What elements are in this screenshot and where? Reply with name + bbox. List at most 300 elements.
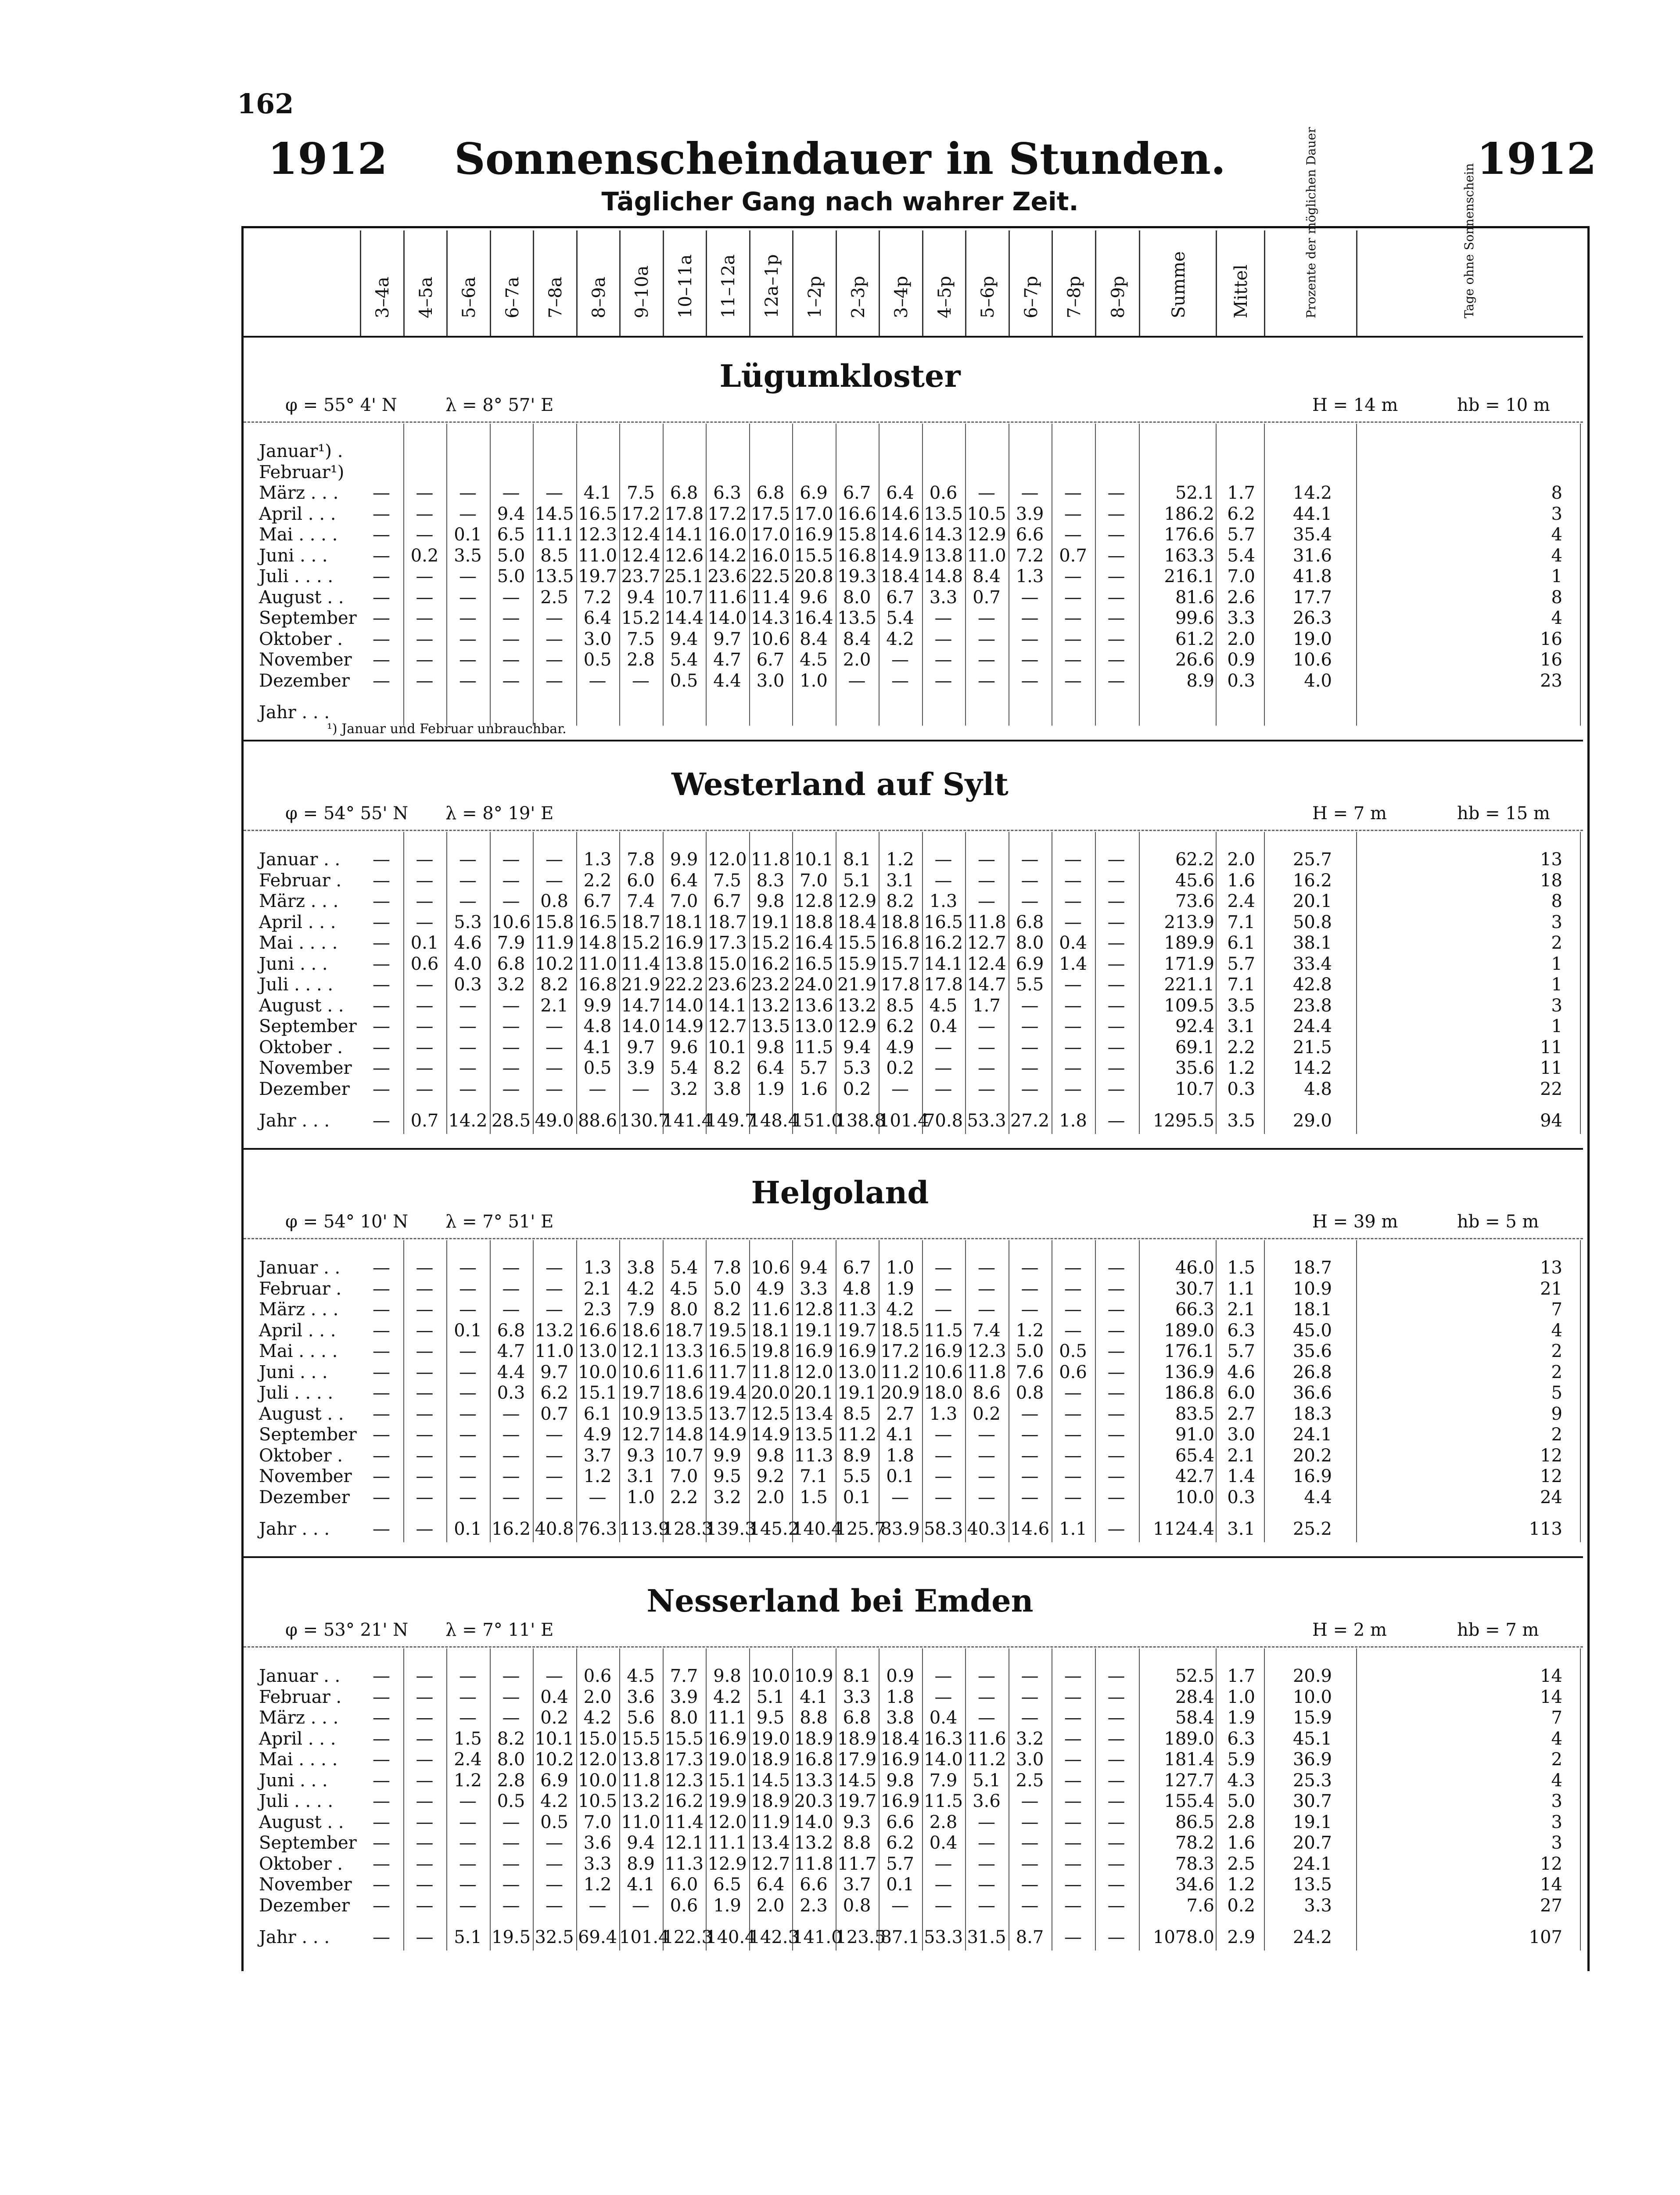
- table-cell: —: [934, 670, 952, 691]
- table-cell: 9.6: [800, 587, 828, 608]
- table-row: [244, 1466, 1583, 1487]
- table-cell: 3.8: [627, 1258, 655, 1278]
- table-cell: 21.9: [621, 975, 661, 995]
- row-label: Dezember: [259, 670, 350, 691]
- table-cell: 14.1: [664, 525, 704, 545]
- table-cell: 123.5: [835, 1927, 886, 1947]
- table-cell: —: [1107, 608, 1125, 628]
- table-cell: —: [1107, 504, 1125, 524]
- table-row: [244, 1404, 1583, 1425]
- sunless-days-cell: 12: [1540, 1466, 1562, 1486]
- table-cell: 4.5: [670, 1278, 698, 1299]
- percent-cell: 25.7: [1292, 849, 1332, 870]
- table-row: [244, 891, 1583, 912]
- table-cell: —: [1107, 1791, 1125, 1811]
- table-row: [244, 1425, 1583, 1445]
- table-cell: 6.4: [756, 1058, 785, 1078]
- sunless-days-cell: 2: [1551, 1362, 1562, 1382]
- table-cell: —: [416, 1687, 434, 1707]
- table-cell: —: [373, 1791, 390, 1811]
- table-cell: 14.9: [750, 1425, 790, 1445]
- table-cell: 3.2: [713, 1487, 741, 1508]
- table-cell: —: [934, 1687, 952, 1707]
- table-cell: 40.8: [535, 1519, 574, 1539]
- table-cell: 7.4: [973, 1320, 1001, 1341]
- table-cell: 149.7: [706, 1111, 756, 1131]
- table-cell: 17.9: [837, 1749, 877, 1770]
- table-cell: 15.5: [794, 545, 833, 566]
- table-cell: —: [1064, 1278, 1082, 1299]
- table-row: [244, 975, 1583, 995]
- table-cell: 11.6: [707, 587, 747, 608]
- table-cell: 18.8: [794, 912, 833, 932]
- table-cell: 2.2: [583, 870, 612, 891]
- table-cell: 6.2: [540, 1383, 568, 1403]
- mean-cell: 2.4: [1227, 891, 1255, 911]
- table-cell: 11.7: [837, 1853, 877, 1874]
- table-cell: 7.1: [800, 1466, 828, 1486]
- table-cell: 8.0: [670, 1299, 698, 1320]
- table-cell: 0.3: [497, 1383, 525, 1403]
- table-cell: 14.2: [707, 545, 747, 566]
- table-cell: —: [416, 1708, 434, 1728]
- table-cell: —: [416, 1487, 434, 1508]
- table-cell: —: [1107, 1728, 1125, 1749]
- table-cell: —: [1107, 670, 1125, 691]
- table-cell: 13.3: [794, 1770, 833, 1791]
- table-cell: 3.5: [454, 545, 482, 566]
- table-cell: 8.1: [843, 1666, 871, 1686]
- column-header-label: Tage ohne Sonnenschein: [1462, 163, 1476, 318]
- table-cell: 5.0: [497, 545, 525, 566]
- table-cell: 3.8: [886, 1708, 914, 1728]
- table-row: [244, 1708, 1583, 1728]
- table-cell: —: [459, 1362, 477, 1382]
- table-cell: 12.4: [967, 954, 1006, 974]
- table-row: [244, 1833, 1583, 1853]
- table-cell: 5.6: [627, 1708, 655, 1728]
- table-cell: 8.5: [843, 1403, 871, 1424]
- station-instrument-height: hb = 15 m: [1457, 803, 1550, 824]
- table-cell: 8.0: [843, 587, 871, 608]
- row-label: November: [259, 650, 352, 670]
- table-cell: 5.4: [670, 1058, 698, 1078]
- table-cell: 13.5: [794, 1425, 833, 1445]
- table-cell: —: [978, 1853, 995, 1874]
- station-instrument-height: hb = 7 m: [1457, 1620, 1539, 1640]
- table-cell: —: [502, 1875, 520, 1895]
- table-cell: —: [416, 1728, 434, 1749]
- table-cell: 11.8: [794, 1853, 833, 1874]
- table-cell: 11.0: [967, 545, 1006, 566]
- row-label: Oktober .: [259, 629, 343, 649]
- table-cell: —: [1107, 1927, 1125, 1947]
- mean-cell: 1.9: [1227, 1708, 1255, 1728]
- percent-cell: 19.0: [1292, 629, 1332, 649]
- table-cell: 58.3: [923, 1519, 963, 1539]
- table-cell: 19.1: [794, 1320, 833, 1341]
- table-cell: —: [502, 1278, 520, 1299]
- percent-cell: 20.9: [1292, 1666, 1332, 1686]
- table-cell: 6.1: [583, 1403, 612, 1424]
- table-cell: —: [459, 1299, 477, 1320]
- table-cell: 4.7: [713, 650, 741, 670]
- table-cell: —: [1021, 1403, 1039, 1424]
- table-cell: —: [502, 1037, 520, 1058]
- table-cell: —: [459, 1875, 477, 1895]
- table-cell: 14.0: [923, 1749, 963, 1770]
- table-cell: 12.6: [664, 545, 704, 566]
- table-cell: 13.7: [707, 1403, 747, 1424]
- table-cell: 0.4: [929, 1708, 958, 1728]
- table-cell: —: [459, 483, 477, 503]
- table-cell: —: [1107, 870, 1125, 891]
- table-cell: 16.0: [750, 545, 790, 566]
- percent-cell: 45.0: [1292, 1320, 1332, 1341]
- percent-cell: 18.1: [1292, 1299, 1332, 1320]
- table-cell: —: [373, 1058, 390, 1078]
- mean-cell: 5.7: [1227, 954, 1255, 974]
- table-cell: —: [1021, 483, 1039, 503]
- row-label: Juni . . .: [259, 1770, 328, 1791]
- table-cell: 4.7: [497, 1341, 525, 1361]
- percent-cell: 4.8: [1304, 1079, 1332, 1099]
- sum-cell: 7.6: [1186, 1895, 1214, 1916]
- table-cell: 3.3: [929, 587, 958, 608]
- sum-cell: 1124.4: [1153, 1519, 1214, 1539]
- table-cell: 18.4: [837, 912, 877, 932]
- table-cell: 8.2: [886, 891, 914, 911]
- sum-cell: 189.0: [1164, 1728, 1214, 1749]
- table-cell: —: [978, 1016, 995, 1036]
- sunless-days-cell: 4: [1551, 1770, 1562, 1791]
- table-cell: 8.2: [713, 1299, 741, 1320]
- table-cell: —: [1064, 1791, 1082, 1811]
- table-cell: —: [373, 1853, 390, 1874]
- table-cell: 12.8: [794, 891, 833, 911]
- sum-cell: 216.1: [1164, 566, 1214, 587]
- table-cell: —: [1021, 1466, 1039, 1486]
- table-cell: 13.5: [923, 504, 963, 524]
- table-cell: 3.3: [843, 1687, 871, 1707]
- table-cell: —: [416, 483, 434, 503]
- table-cell: —: [1021, 849, 1039, 870]
- table-cell: —: [978, 670, 995, 691]
- table-cell: —: [416, 1853, 434, 1874]
- column-header-label: 8–9a: [589, 277, 609, 318]
- table-cell: —: [1064, 1853, 1082, 1874]
- percent-cell: 41.8: [1292, 566, 1332, 587]
- table-cell: —: [546, 483, 563, 503]
- table-cell: 19.1: [837, 1383, 877, 1403]
- table-cell: 11.8: [967, 912, 1006, 932]
- percent-cell: 4.0: [1304, 670, 1332, 691]
- table-cell: 10.7: [664, 587, 704, 608]
- column-header-label: Summe: [1168, 251, 1189, 318]
- table-cell: —: [1021, 1016, 1039, 1036]
- table-cell: 5.4: [886, 608, 914, 628]
- table-cell: —: [416, 650, 434, 670]
- table-cell: —: [373, 1770, 390, 1791]
- table-cell: —: [934, 1278, 952, 1299]
- table-cell: 16.4: [794, 933, 833, 953]
- mean-cell: 5.7: [1227, 525, 1255, 545]
- sum-cell: 52.5: [1175, 1666, 1214, 1686]
- table-row: [244, 1896, 1583, 1916]
- mean-cell: 2.9: [1227, 1927, 1255, 1947]
- table-cell: —: [459, 1853, 477, 1874]
- row-label: April . . .: [259, 1728, 336, 1749]
- table-cell: 9.8: [756, 1037, 785, 1058]
- sum-cell: 30.7: [1175, 1278, 1214, 1299]
- table-row: [244, 1299, 1583, 1320]
- table-cell: —: [1107, 849, 1125, 870]
- table-cell: 10.2: [535, 954, 574, 974]
- table-cell: —: [416, 912, 434, 932]
- table-cell: —: [934, 849, 952, 870]
- table-cell: —: [1021, 608, 1039, 628]
- mean-cell: 2.8: [1227, 1812, 1255, 1832]
- table-cell: 0.5: [1059, 1341, 1087, 1361]
- table-cell: 18.0: [923, 1383, 963, 1403]
- table-cell: 11.2: [837, 1425, 877, 1445]
- percent-cell: 29.0: [1292, 1111, 1332, 1131]
- sunless-days-cell: 2: [1551, 1425, 1562, 1445]
- table-cell: 0.6: [929, 483, 958, 503]
- sunless-days-cell: 2: [1551, 1341, 1562, 1361]
- table-row: [244, 1037, 1583, 1058]
- table-cell: 11.9: [750, 1812, 790, 1832]
- table-cell: —: [373, 1362, 390, 1382]
- table-cell: —: [502, 1812, 520, 1832]
- sum-cell: 61.2: [1175, 629, 1214, 649]
- table-cell: 53.3: [967, 1111, 1006, 1131]
- table-cell: —: [459, 1058, 477, 1078]
- table-cell: 6.8: [843, 1708, 871, 1728]
- table-cell: 8.5: [540, 545, 568, 566]
- sunless-days-cell: 18: [1540, 870, 1562, 891]
- table-row: [244, 1111, 1583, 1131]
- table-cell: 11.8: [967, 1362, 1006, 1382]
- table-cell: —: [416, 1037, 434, 1058]
- table-cell: —: [978, 1445, 995, 1466]
- table-cell: 6.6: [800, 1875, 828, 1895]
- table-cell: —: [1021, 1299, 1039, 1320]
- table-cell: 3.2: [670, 1079, 698, 1099]
- table-cell: 6.8: [670, 483, 698, 503]
- table-cell: —: [1021, 1895, 1039, 1916]
- table-cell: 32.5: [535, 1927, 574, 1947]
- table-cell: —: [416, 1791, 434, 1811]
- table-cell: 141.0: [792, 1927, 843, 1947]
- page-number: 162: [237, 88, 294, 120]
- table-cell: 11.5: [923, 1791, 963, 1811]
- table-cell: —: [459, 1466, 477, 1486]
- table-cell: 19.7: [837, 1320, 877, 1341]
- station-divider: [244, 1238, 1583, 1239]
- table-row: [244, 566, 1583, 587]
- row-label: Oktober .: [259, 1445, 343, 1466]
- table-cell: —: [373, 849, 390, 870]
- table-cell: 9.7: [627, 1037, 655, 1058]
- table-cell: 14.5: [837, 1770, 877, 1791]
- table-cell: 11.7: [707, 1362, 747, 1382]
- table-cell: 10.5: [578, 1791, 617, 1811]
- column-header-label: 7–8a: [546, 277, 566, 318]
- mean-cell: 2.6: [1227, 587, 1255, 608]
- table-cell: 148.4: [749, 1111, 800, 1131]
- mean-cell: 1.7: [1227, 483, 1255, 503]
- row-label: August . .: [259, 995, 344, 1016]
- table-cell: 1.4: [1059, 954, 1087, 974]
- table-cell: 7.7: [670, 1666, 698, 1686]
- table-cell: 13.2: [621, 1791, 661, 1811]
- table-cell: —: [934, 1666, 952, 1686]
- table-cell: 140.4: [706, 1927, 756, 1947]
- table-cell: —: [1021, 1445, 1039, 1466]
- table-cell: —: [1107, 1833, 1125, 1853]
- sum-cell: 42.7: [1175, 1466, 1214, 1486]
- table-cell: —: [546, 1875, 563, 1895]
- table-cell: —: [373, 1708, 390, 1728]
- table-cell: 14.5: [535, 504, 574, 524]
- table-cell: 13.0: [578, 1341, 617, 1361]
- mean-cell: 1.7: [1227, 1666, 1255, 1686]
- table-cell: —: [1107, 1519, 1125, 1539]
- percent-cell: 35.4: [1292, 525, 1332, 545]
- table-row: [244, 1383, 1583, 1403]
- table-cell: —: [416, 1749, 434, 1770]
- table-cell: —: [373, 933, 390, 953]
- table-cell: 4.1: [583, 1037, 612, 1058]
- row-label: Jahr . . .: [259, 1111, 330, 1131]
- table-cell: —: [416, 1299, 434, 1320]
- table-cell: 1.6: [800, 1079, 828, 1099]
- mean-cell: 4.6: [1227, 1362, 1255, 1382]
- table-cell: —: [502, 1425, 520, 1445]
- table-cell: 6.7: [843, 1258, 871, 1278]
- table-cell: 12.3: [664, 1770, 704, 1791]
- table-cell: 15.2: [621, 933, 661, 953]
- mean-cell: 2.0: [1227, 629, 1255, 649]
- table-cell: 16.2: [664, 1791, 704, 1811]
- table-cell: 16.8: [880, 933, 920, 953]
- table-cell: 8.3: [756, 870, 785, 891]
- table-cell: —: [416, 849, 434, 870]
- table-cell: —: [416, 1341, 434, 1361]
- sunless-days-cell: 9: [1551, 1403, 1562, 1424]
- percent-cell: 33.4: [1292, 954, 1332, 974]
- table-cell: 24.0: [794, 975, 833, 995]
- row-label: November: [259, 1466, 352, 1486]
- table-cell: —: [502, 995, 520, 1016]
- table-cell: —: [1021, 995, 1039, 1016]
- column-header-label: 4–5a: [416, 277, 436, 318]
- station-longitude: λ = 7° 11' E: [445, 1620, 554, 1640]
- table-cell: 8.8: [843, 1833, 871, 1853]
- table-cell: 11.5: [794, 1037, 833, 1058]
- table-cell: 16.2: [923, 933, 963, 953]
- table-cell: 20.8: [794, 566, 833, 587]
- percent-cell: 24.1: [1292, 1853, 1332, 1874]
- sum-cell: 1295.5: [1153, 1111, 1214, 1131]
- table-cell: 3.3: [800, 1278, 828, 1299]
- table-cell: 8.2: [540, 975, 568, 995]
- table-cell: 3.6: [627, 1687, 655, 1707]
- table-cell: 12.0: [578, 1749, 617, 1770]
- table-cell: 1.3: [929, 1403, 958, 1424]
- table-cell: 4.2: [540, 1791, 568, 1811]
- table-cell: 40.3: [967, 1519, 1006, 1539]
- percent-cell: 24.1: [1292, 1425, 1332, 1445]
- table-cell: —: [978, 650, 995, 670]
- sum-cell: 46.0: [1175, 1258, 1214, 1278]
- table-cell: 3.2: [497, 975, 525, 995]
- row-label: August . .: [259, 587, 344, 608]
- table-cell: —: [502, 629, 520, 649]
- table-cell: —: [546, 1853, 563, 1874]
- table-cell: 16.5: [923, 912, 963, 932]
- table-cell: —: [416, 629, 434, 649]
- table-cell: 4.2: [886, 629, 914, 649]
- row-label: Juli . . . .: [259, 1383, 334, 1403]
- table-cell: —: [1107, 1111, 1125, 1131]
- table-cell: —: [502, 1258, 520, 1278]
- station-longitude: λ = 8° 57' E: [445, 395, 554, 415]
- sum-cell: 52.1: [1175, 483, 1214, 503]
- sunless-days-cell: 21: [1540, 1278, 1562, 1299]
- table-cell: 1.8: [886, 1687, 914, 1707]
- mean-cell: 7.1: [1227, 912, 1255, 932]
- sunless-days-cell: 3: [1551, 1791, 1562, 1811]
- table-cell: 10.6: [621, 1362, 661, 1382]
- table-cell: 19.4: [707, 1383, 747, 1403]
- table-cell: 31.5: [967, 1927, 1006, 1947]
- table-cell: 15.0: [707, 954, 747, 974]
- sum-cell: 10.0: [1175, 1487, 1214, 1508]
- table-cell: —: [934, 1895, 952, 1916]
- table-cell: 0.7: [540, 1403, 568, 1424]
- table-cell: —: [1064, 1812, 1082, 1832]
- table-cell: —: [978, 870, 995, 891]
- table-cell: —: [1064, 891, 1082, 911]
- sunless-days-cell: 22: [1540, 1079, 1562, 1099]
- table-cell: 16.5: [578, 912, 617, 932]
- sum-cell: 189.9: [1164, 933, 1214, 953]
- station-title: Nesserland bei Emden: [646, 1583, 1034, 1619]
- table-cell: —: [459, 1037, 477, 1058]
- mean-cell: 6.1: [1227, 933, 1255, 953]
- table-cell: —: [546, 1487, 563, 1508]
- table-cell: 151.0: [792, 1111, 843, 1131]
- table-row: [244, 1321, 1583, 1341]
- percent-cell: 19.1: [1292, 1812, 1332, 1832]
- sunless-days-cell: 24: [1540, 1487, 1562, 1508]
- table-cell: 7.8: [627, 849, 655, 870]
- sum-cell: 35.6: [1175, 1058, 1214, 1078]
- table-cell: 9.9: [583, 995, 612, 1016]
- table-cell: —: [416, 995, 434, 1016]
- table-cell: 7.5: [627, 629, 655, 649]
- table-cell: 10.0: [578, 1770, 617, 1791]
- table-cell: —: [502, 1445, 520, 1466]
- table-cell: 9.9: [670, 849, 698, 870]
- table-cell: 6.0: [627, 870, 655, 891]
- table-row: [244, 650, 1583, 670]
- table-cell: 3.9: [627, 1058, 655, 1078]
- table-cell: 20.1: [794, 1383, 833, 1403]
- sunless-days-cell: 14: [1540, 1875, 1562, 1895]
